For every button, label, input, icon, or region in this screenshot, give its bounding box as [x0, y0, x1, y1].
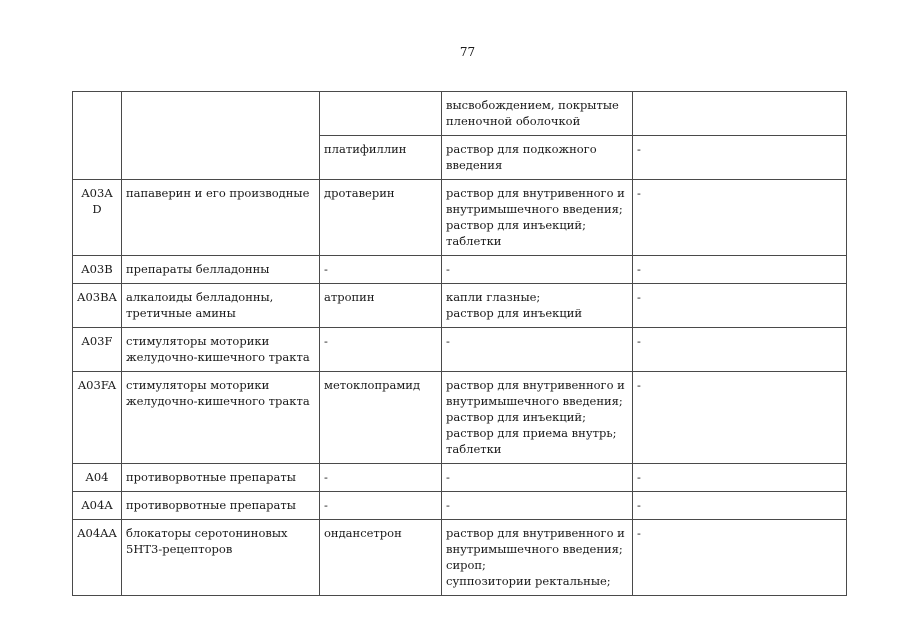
form-cell	[442, 328, 633, 372]
group-cell: препараты белладонны	[122, 256, 320, 284]
table-row	[73, 464, 847, 492]
atc-code-cell: A04AA	[73, 520, 122, 596]
form-line: раствор для инъекций;	[446, 410, 586, 424]
inn-cell: метоклопрамид	[320, 372, 442, 464]
form-cell	[442, 180, 633, 256]
form-line: раствор для внутривенного и	[446, 526, 625, 540]
form-line: раствор для внутривенного и	[446, 186, 625, 200]
form-cell	[442, 256, 633, 284]
table-row	[73, 180, 847, 256]
group-cell: стимуляторы моторики желудочно-кишечного тракта	[122, 328, 320, 372]
form-line: раствор для инъекций	[446, 306, 583, 320]
form-line: -	[446, 334, 450, 348]
atc-code-cell: A04	[73, 464, 122, 492]
inn-cell: -	[320, 492, 442, 520]
inn-cell: платифиллин	[320, 136, 442, 180]
table-row	[73, 520, 847, 596]
table-row	[73, 492, 847, 520]
inn-cell: атропин	[320, 284, 442, 328]
form-cell	[442, 520, 633, 596]
form-line: внутримышечного введения;	[446, 202, 623, 216]
extra-cell: -	[633, 284, 847, 328]
form-line: раствор для инъекций;	[446, 218, 586, 232]
form-line: высвобождением, покрытые	[446, 98, 619, 112]
table-row	[73, 92, 847, 136]
form-line: раствор для внутривенного и	[446, 378, 625, 392]
atc-code-cell: A03F	[73, 328, 122, 372]
form-line: капли глазные;	[446, 290, 541, 304]
page-number: 77	[459, 45, 476, 59]
form-line: раствор для приема внутрь;	[446, 426, 617, 440]
form-line: таблетки	[446, 442, 502, 456]
atc-code-cell: A03AD	[73, 180, 122, 256]
inn-cell: ондансетрон	[320, 520, 442, 596]
extra-cell: -	[633, 520, 847, 596]
form-line: введения	[446, 158, 503, 172]
form-line: -	[446, 262, 450, 276]
form-line: таблетки	[446, 234, 502, 248]
extra-cell: -	[633, 328, 847, 372]
atc-code-cell: A03B	[73, 256, 122, 284]
drug-table	[72, 91, 847, 596]
form-line: -	[446, 498, 450, 512]
form-cell	[442, 372, 633, 464]
form-line: пленочной оболочкой	[446, 114, 581, 128]
form-line: -	[446, 470, 450, 484]
table-row	[73, 372, 847, 464]
extra-cell: -	[633, 180, 847, 256]
form-line: сироп;	[446, 558, 486, 572]
group-cell: противорвотные препараты	[122, 492, 320, 520]
extra-cell: -	[633, 136, 847, 180]
form-cell	[442, 464, 633, 492]
table-row	[73, 284, 847, 328]
extra-cell: -	[633, 256, 847, 284]
table-row	[73, 256, 847, 284]
inn-cell: -	[320, 464, 442, 492]
form-cell	[442, 284, 633, 328]
inn-cell: -	[320, 328, 442, 372]
group-cell	[122, 92, 320, 180]
group-cell: алкалоиды белладонны, третичные амины	[122, 284, 320, 328]
form-cell	[442, 492, 633, 520]
inn-cell: дротаверин	[320, 180, 442, 256]
extra-cell	[633, 92, 847, 136]
form-line: суппозитории ректальные;	[446, 574, 611, 588]
atc-code-cell: A03BA	[73, 284, 122, 328]
table-body	[73, 92, 847, 596]
table-row	[73, 328, 847, 372]
inn-cell	[320, 92, 442, 136]
form-cell	[442, 136, 633, 180]
extra-cell: -	[633, 372, 847, 464]
group-cell: стимуляторы моторики желудочно-кишечного тракта	[122, 372, 320, 464]
atc-code-cell	[73, 92, 122, 180]
inn-cell: -	[320, 256, 442, 284]
form-line: раствор для подкожного	[446, 142, 597, 156]
form-cell	[442, 92, 633, 136]
form-line: внутримышечного введения;	[446, 542, 623, 556]
group-cell: противорвотные препараты	[122, 464, 320, 492]
extra-cell: -	[633, 464, 847, 492]
form-line: внутримышечного введения;	[446, 394, 623, 408]
group-cell: блокаторы серотониновых 5HT3-рецепторов	[122, 520, 320, 596]
extra-cell: -	[633, 492, 847, 520]
group-cell: папаверин и его производные	[122, 180, 320, 256]
atc-code-cell: A04A	[73, 492, 122, 520]
atc-code-cell: A03FA	[73, 372, 122, 464]
